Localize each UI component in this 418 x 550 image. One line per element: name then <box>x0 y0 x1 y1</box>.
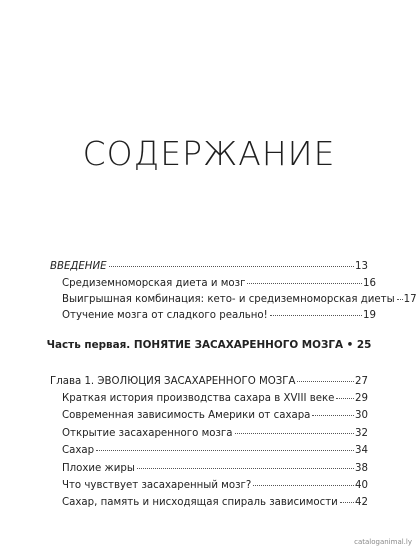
toc-page-number: 40 <box>355 480 368 491</box>
toc-dot-leader <box>137 468 354 469</box>
toc-dot-leader <box>235 433 355 434</box>
toc-dot-leader <box>397 299 403 300</box>
toc-entry-label: Глава 1. ЭВОЛЮЦИЯ ЗАСАХАРЕННОГО МОЗГА <box>50 376 296 387</box>
toc-page-number: 30 <box>355 410 368 421</box>
toc-page-number: 27 <box>355 376 368 387</box>
toc-page-number: 13 <box>355 261 368 272</box>
toc-entry-label: Что чувствует засахаренный мозг? <box>62 480 252 491</box>
toc-entry-label: Средиземноморская диета и мозг <box>62 278 246 289</box>
toc-dot-leader <box>96 450 354 451</box>
toc-entry-chapter-1[interactable] <box>50 375 368 388</box>
toc-page-number: 42 <box>355 497 368 508</box>
page-title: СОДЕРЖАНИЕ <box>82 134 336 173</box>
toc-page-number: 29 <box>355 393 368 404</box>
toc-page-number: 34 <box>355 445 368 456</box>
toc-page-number: 19 <box>363 310 376 321</box>
toc-page-number: 32 <box>355 428 368 439</box>
toc-dot-leader <box>340 502 354 503</box>
part-page-number: 25 <box>356 339 372 351</box>
toc-entry-label: Отучение мозга от сладкого реально! <box>62 310 268 321</box>
toc-entry[interactable] <box>62 277 376 290</box>
toc-entry[interactable] <box>62 392 368 405</box>
part-prefix: Часть первая. <box>46 339 131 351</box>
part-heading[interactable] <box>0 339 418 351</box>
part-title: ПОНЯТИЕ ЗАСАХАРЕННОГО МОЗГА <box>133 339 343 351</box>
toc-entry-label: ВВЕДЕНИЕ <box>50 261 107 272</box>
toc-entry[interactable] <box>62 496 368 509</box>
toc-entry-introduction[interactable] <box>50 260 368 273</box>
toc-entry-label: Современная зависимость Америки от сахара <box>62 410 311 421</box>
toc-dot-leader <box>297 381 354 382</box>
toc-entry[interactable] <box>62 427 368 440</box>
toc-entry[interactable] <box>62 462 368 475</box>
toc-entry-label: Выигрышная комбинация: кето- и средиземноморская диеты <box>62 294 395 305</box>
part-separator: • <box>346 339 354 351</box>
toc-entry-label: Плохие жиры <box>62 463 135 474</box>
toc-entry[interactable] <box>62 293 417 306</box>
toc-dot-leader <box>247 283 362 284</box>
toc-entry-label: Сахар <box>62 445 95 456</box>
toc-entry[interactable] <box>62 444 368 457</box>
toc-dot-leader <box>270 315 362 316</box>
toc-entry-label: Открытие засахаренного мозга <box>62 428 233 439</box>
toc-dot-leader <box>253 485 354 486</box>
toc-entry-label: Краткая история производства сахара в XVIII веке <box>62 393 335 404</box>
toc-entry[interactable] <box>62 309 376 322</box>
toc-page-number: 17 <box>403 294 417 305</box>
toc-dot-leader <box>109 266 355 267</box>
toc-entry[interactable] <box>62 409 368 422</box>
toc-page-number: 38 <box>355 463 368 474</box>
toc-dot-leader <box>336 398 354 399</box>
toc-dot-leader <box>312 415 354 416</box>
toc-entry-label: Сахар, память и нисходящая спираль зависимости <box>62 497 338 508</box>
watermark: cataloganimal.ly <box>354 538 412 546</box>
toc-page-number: 16 <box>363 278 376 289</box>
toc-entry[interactable] <box>62 479 368 492</box>
